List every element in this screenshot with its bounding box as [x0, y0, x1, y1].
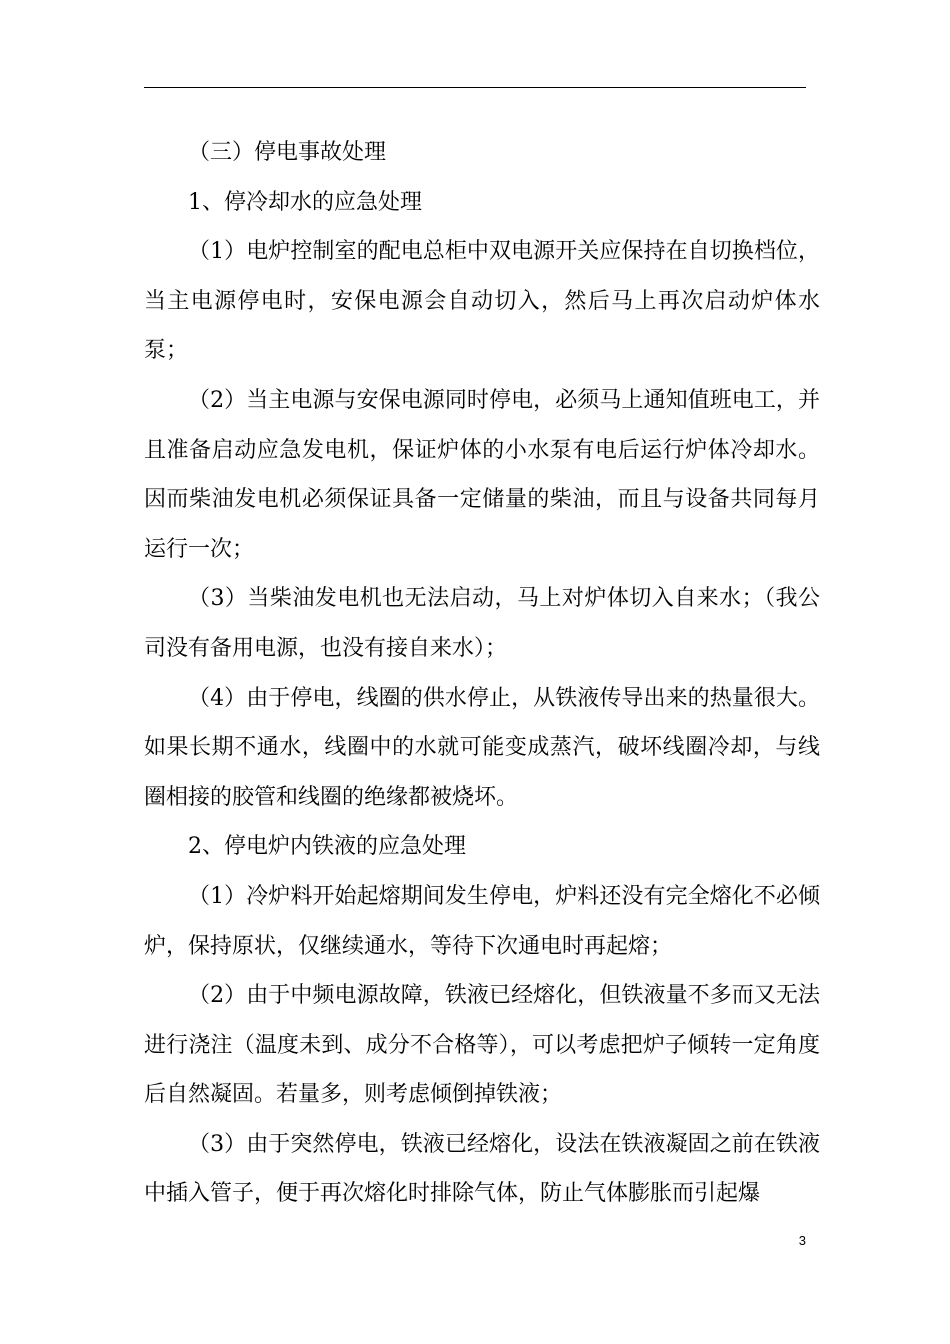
paragraph: （1）电炉控制室的配电总柜中双电源开关应保持在自切换档位，当主电源停电时，安保电源会自动切入，然后马上再次启动炉体水泵； — [144, 239, 820, 364]
document-body — [144, 128, 820, 1219]
section-heading: （三）停电事故处理 — [188, 140, 387, 165]
paragraph: （4）由于停电，线圈的供水停止，从铁液传导出来的热量很大。如果长期不通水，线圈中的水就可能变成蒸汽，破坏线圈冷却，与线圈相接的胶管和线圈的绝缘都被烧坏。 — [144, 685, 820, 810]
paragraph: （3）由于突然停电，铁液已经熔化，设法在铁液凝固之前在铁液中插入管子，便于再次熔化时排除气体，防止气体膨胀而引起爆 — [144, 1131, 820, 1207]
subsection-heading-cooling-water: 1、停冷却水的应急处理 — [188, 189, 422, 215]
page-number: 3 — [798, 1233, 806, 1248]
subsection-heading-molten-iron: 2、停电炉内铁液的应急处理 — [188, 834, 466, 860]
paragraph: （2）由于中频电源故障，铁液已经熔化，但铁液量不多而又无法进行浇注（温度未到、成分不合格等），可以考虑把炉子倾转一定角度后自然凝固。若量多，则考虑倾倒掉铁液； — [144, 983, 820, 1108]
header-rule — [144, 87, 806, 88]
paragraph: （1）冷炉料开始起熔期间发生停电，炉料还没有完全熔化不必倾炉，保持原状，仅继续通水，等待下次通电时再起熔； — [144, 883, 820, 959]
paragraph: （2）当主电源与安保电源同时停电，必须马上通知值班电工，并且准备启动应急发电机，保证炉体的小水泵有电后运行炉体冷却水。因而柴油发电机必须保证具备一定储量的柴油，而且与设备共同每月运行一次； — [144, 387, 820, 562]
paragraph: （3）当柴油发电机也无法启动，马上对炉体切入自来水；（我公司没有备用电源，也没有接自来水）； — [144, 586, 820, 661]
